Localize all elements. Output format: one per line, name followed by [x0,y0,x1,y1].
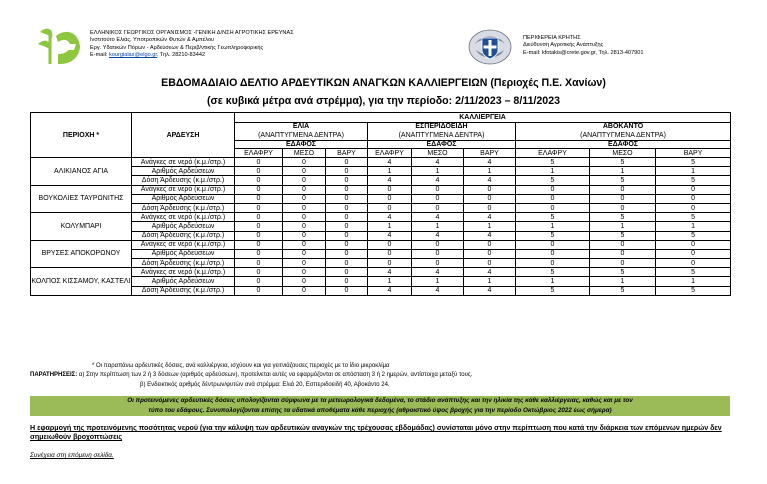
value-cell: 0 [283,222,326,231]
value-cell: 0 [235,176,283,185]
value-cell: 0 [235,203,283,212]
value-cell: 1 [516,222,590,231]
remarks-label: ΠΑΡΑΤΗΡΗΣΕΙΣ: [30,372,78,378]
crete-region-emblem-icon [461,26,519,66]
value-cell: 0 [656,203,731,212]
soil-type-header: ΒΑΡΥ [464,149,516,158]
value-cell: 0 [656,240,731,249]
value-cell: 4 [464,158,516,167]
irrigation-label: Ανάγκες σε νερό (κ.μ./στρ.) [132,158,235,167]
soil-type-header: ΜΕΣΟ [283,149,326,158]
note-star: * Οι παραπάνω αρδευτικές δόσεις, ανά καλλιέργεια, ισχύουν και για γειτνιάζουσες περιοχές με το ίδιο μικροκλίμα [92,363,390,369]
info-band-line2: τύπο του εδάφους. Συνυπολογίζονται επίσης τα υδατικά αποθέματα κάθε περιοχής (αθροιστικό ύψος βροχής για την περίοδο Οκτώβριος 2022 έως σήμερα) [148,406,612,414]
value-cell: 5 [656,176,731,185]
value-cell: 0 [326,222,368,231]
email-label: E-mail: [90,52,109,59]
value-cell: 0 [326,158,368,167]
table-row [31,286,731,295]
irrigation-label: Αριθμός Αρδεύσεων [132,194,235,203]
table-row [31,185,731,194]
irrigation-label: Αριθμός Αρδεύσεων [132,167,235,176]
value-cell: 0 [283,176,326,185]
value-cell: 0 [412,249,464,258]
region-name: ΒΟΥΚΟΛΙΕΣ ΤΑΥΡΩΝΙΤΗΣ [31,185,132,213]
table-row [31,259,731,268]
value-cell: 1 [368,167,412,176]
table-row [31,277,731,286]
soil-type-header: ΒΑΡΥ [656,149,731,158]
value-cell: 0 [235,240,283,249]
value-cell: 5 [590,158,656,167]
value-cell: 0 [516,240,590,249]
value-cell: 4 [368,268,412,277]
value-cell: 4 [464,176,516,185]
soil-label: ΕΔΑΦΟΣ [235,141,368,149]
value-cell: 5 [656,158,731,167]
value-cell: 0 [283,158,326,167]
value-cell: 0 [235,185,283,194]
value-cell: 0 [464,259,516,268]
value-cell: 1 [590,277,656,286]
crop-header [516,123,731,141]
email-link[interactable]: kourgialas@elgo.gr [108,52,157,59]
value-cell: 0 [656,259,731,268]
soil-type-header: ΜΕΣΟ [590,149,656,158]
value-cell: 0 [412,259,464,268]
value-cell: 1 [464,277,516,286]
value-cell: 1 [368,277,412,286]
value-cell: 4 [368,213,412,222]
soil-type-header: ΕΛΑΦΡΥ [516,149,590,158]
value-cell: 4 [368,286,412,295]
value-cell: 0 [235,231,283,240]
header-right-line3: E-mail: kfotakis@crete.gov.gr, Τηλ. 2813-407901 [523,49,644,56]
value-cell: 4 [464,268,516,277]
value-cell: 0 [326,249,368,258]
value-cell: 1 [412,222,464,231]
value-cell: 0 [283,213,326,222]
irrigation-label: Ανάγκες σε νερό (κ.μ./στρ.) [132,213,235,222]
irrigation-label: Δόση Άρδευσης (κ.μ./στρ.) [132,176,235,185]
table-row [31,213,731,222]
value-cell: 1 [412,167,464,176]
value-cell: 0 [235,213,283,222]
table-row [31,222,731,231]
application-note: Η εφαρμογή της προτεινόμενης ποσότητας νερού (για την κάλυψη των αρδευτικών αναγκών της τρέχουσας εβδομάδας) συνίσταται μόνο στην περίπτωση που κατά την διάρκεια των επόμενων ημερών δεν σημειωθούν βροχοπτώσεις [30,424,722,441]
soil-type-header: ΕΛΑΦΡΥ [368,149,412,158]
value-cell: 4 [368,158,412,167]
value-cell: 5 [656,213,731,222]
value-cell: 1 [590,167,656,176]
header-left-line2: Ινστιτούτο Ελιάς, Υποτροπικών Φυτών & Αμπέλου [90,37,215,44]
value-cell: 0 [283,203,326,212]
crop-subtitle: (ΑΝΑΠΤΥΓΜΕΝΑ ΔΕΝΤΡΑ) [580,131,666,139]
elgo-logo-icon [36,24,86,68]
value-cell: 0 [516,185,590,194]
value-cell: 0 [368,240,412,249]
value-cell: 0 [590,259,656,268]
value-cell: 4 [368,176,412,185]
table-row [31,203,731,212]
table-row [31,158,731,167]
value-cell: 1 [412,277,464,286]
value-cell: 0 [235,194,283,203]
value-cell: 4 [412,213,464,222]
continue-next-page: Συνέχεια στη επόμενη σελίδα. [30,452,114,459]
value-cell: 0 [412,194,464,203]
value-cell: 0 [656,194,731,203]
value-cell: 0 [656,249,731,258]
value-cell: 0 [590,194,656,203]
region-name: ΒΡΥΣΕΣ ΑΠΟΚΟΡΩΝΟΥ [31,240,132,268]
value-cell: 0 [235,249,283,258]
value-cell: 0 [326,268,368,277]
value-cell: 1 [368,222,412,231]
value-cell: 0 [283,240,326,249]
value-cell: 4 [368,231,412,240]
value-cell: 0 [412,203,464,212]
value-cell: 0 [326,259,368,268]
irrigation-label: Δόση Άρδευσης (κ.μ./στρ.) [132,203,235,212]
phone-text: , Τηλ. 28210-83442 [156,52,206,59]
value-cell: 5 [590,268,656,277]
table-row [31,268,731,277]
value-cell: 0 [368,203,412,212]
value-cell: 0 [516,249,590,258]
value-cell: 1 [656,222,731,231]
value-cell: 0 [464,249,516,258]
value-cell: 0 [326,277,368,286]
value-cell: 4 [464,213,516,222]
info-band [30,396,730,416]
value-cell: 5 [516,231,590,240]
value-cell: 0 [590,185,656,194]
value-cell: 5 [656,268,731,277]
document-subtitle: (σε κυβικά μέτρα ανά στρέμμα), για την περίοδο: 2/11/2023 – 8/11/2023 [207,95,560,107]
value-cell: 0 [368,249,412,258]
header-left-line1: ΕΛΛΗΝΙΚΟΣ ΓΕΩΡΓΙΚΟΣ ΟΡΓΑΝΙΣΜΟΣ -ΓΕΝΙΚΗ Δ/ΝΣΗ ΑΓΡΟΤΙΚΗΣ ΕΡΕΥΝΑΣ [90,30,294,36]
value-cell: 1 [656,167,731,176]
value-cell: 0 [516,259,590,268]
value-cell: 4 [412,158,464,167]
value-cell: 5 [590,176,656,185]
value-cell: 0 [235,268,283,277]
value-cell: 0 [235,286,283,295]
region-name: ΚΟΛΥΜΠΑΡΙ [31,213,132,241]
info-band-line1: Οι προτεινόμενες αρδευτικές δόσεις υπολογίζονται σύμφωνα με τα μετεωρολογικά δεδομένα, το στάδιο ανάπτυξης και την ηλικία της κάθε καλλιέργειας, καθώς και με τον [127,397,633,404]
remark-a-text: α) Στην περίπτωση των 2 ή 3 δόσεων (αριθμός αρδεύσεων), προτείνεται αυτές να εφαρμόζονται σε απόσταση 3 ή 2 ημερών, αντίστοιχα μεταξύ τους. [77,372,473,378]
value-cell: 0 [326,167,368,176]
table-row [31,249,731,258]
value-cell: 1 [656,277,731,286]
irrigation-label: Δόση Άρδευσης (κ.μ./στρ.) [132,286,235,295]
value-cell: 4 [464,231,516,240]
value-cell: 4 [464,286,516,295]
value-cell: 5 [516,268,590,277]
table-row [31,231,731,240]
value-cell: 4 [412,286,464,295]
document-title: ΕΒΔΟΜΑΔΙΑΙΟ ΔΕΛΤΙΟ ΑΡΔΕΥΤΙΚΩΝ ΑΝΑΓΚΩΝ ΚΑΛΛΙΕΡΓΕΙΩΝ (Περιοχές Π.Ε. Χανίων) [161,77,606,89]
value-cell: 4 [412,176,464,185]
crop-name: ΕΛΙΑ [292,123,310,131]
value-cell: 0 [368,185,412,194]
crop-name: ΑΒΟΚΑΝΤΟ [602,123,644,131]
value-cell: 0 [283,286,326,295]
value-cell: 0 [235,259,283,268]
soil-label: ΕΔΑΦΟΣ [368,141,516,149]
soil-type-header: ΕΛΑΦΡΥ [235,149,283,158]
irrigation-label: Δόση Άρδευσης (κ.μ./στρ.) [132,231,235,240]
value-cell: 4 [412,268,464,277]
value-cell: 0 [283,231,326,240]
value-cell: 5 [590,286,656,295]
header-right-line1: ΠΕΡΙΦΕΡΕΙΑ ΚΡΗΤΗΣ [523,35,581,41]
value-cell: 0 [326,231,368,240]
value-cell: 0 [283,268,326,277]
table-row [31,240,731,249]
value-cell: 0 [283,277,326,286]
value-cell: 5 [590,231,656,240]
value-cell: 0 [464,185,516,194]
header-left-line3: Εργ. Υδατικών Πόρων - Αρδεύσεων & Περιβ/ντικής Γεωπληροφορικής [90,44,264,51]
value-cell: 1 [516,277,590,286]
value-cell: 0 [326,185,368,194]
soil-label: ΕΔΑΦΟΣ [516,141,731,149]
value-cell: 0 [516,203,590,212]
value-cell: 1 [464,222,516,231]
irrigation-label: Ανάγκες σε νερό (κ.μ./στρ.) [132,268,235,277]
crop-name: ΕΣΠΕΡΙΔΟΕΙΔΗ [415,123,468,131]
value-cell: 0 [326,176,368,185]
value-cell: 0 [326,286,368,295]
value-cell: 0 [235,277,283,286]
header-right [461,26,644,66]
value-cell: 0 [283,259,326,268]
value-cell: 0 [412,240,464,249]
value-cell: 4 [412,231,464,240]
table-row [31,176,731,185]
value-cell: 0 [656,185,731,194]
value-cell: 0 [235,158,283,167]
value-cell: 0 [368,259,412,268]
value-cell: 0 [464,194,516,203]
irrigation-label: Αριθμός Αρδεύσεων [132,249,235,258]
crop-subtitle: (ΑΝΑΠΤΥΓΜΕΝΑ ΔΕΝΤΡΑ) [258,131,344,139]
value-cell: 1 [516,167,590,176]
value-cell: 0 [516,194,590,203]
crop-header [235,123,368,141]
col-header-region: ΠΕΡΙΟΧΗ * [31,113,132,158]
header-right-line2: Διεύθυνση Αγροτικής Ανάπτυξης [523,42,604,49]
value-cell: 1 [590,222,656,231]
irrigation-label: Ανάγκες σε νερό (κ.μ./στρ.) [132,185,235,194]
irrigation-label: Αριθμός Αρδεύσεων [132,222,235,231]
soil-type-header: ΒΑΡΥ [326,149,368,158]
value-cell: 0 [464,203,516,212]
value-cell: 0 [283,249,326,258]
note-remark-b: β) Ενδεικτικός αριθμός δέντρων/φυτών ανά στρέμμα: Ελιά 20, Εσπεριδοειδή 40, Αβοκάντο 24. [140,382,390,388]
irrigation-table [30,112,731,296]
value-cell: 5 [516,213,590,222]
value-cell: 0 [590,240,656,249]
region-name: ΑΛΙΚΙΑΝΟΣ ΑΓΙΑ [31,158,132,186]
crops-header: ΚΑΛΛΙΕΡΓΕΙΑ [235,113,731,123]
value-cell: 5 [656,286,731,295]
value-cell: 5 [590,213,656,222]
value-cell: 0 [412,185,464,194]
value-cell: 0 [235,222,283,231]
table-row [31,167,731,176]
irrigation-label: Ανάγκες σε νερό (κ.μ./στρ.) [132,240,235,249]
header-left-contact [90,52,294,59]
header-left [36,24,294,68]
value-cell: 0 [326,213,368,222]
value-cell: 0 [326,240,368,249]
value-cell: 0 [283,167,326,176]
crop-subtitle: (ΑΝΑΠΤΥΓΜΕΝΑ ΔΕΝΤΡΑ) [398,131,485,139]
col-header-irrigation: ΑΡΔΕΥΣΗ [132,113,235,158]
value-cell: 5 [656,231,731,240]
value-cell: 0 [464,240,516,249]
value-cell: 0 [326,203,368,212]
value-cell: 5 [516,158,590,167]
irrigation-label: Αριθμός Αρδεύσεων [132,277,235,286]
value-cell: 0 [326,194,368,203]
irrigation-label: Δόση Άρδευσης (κ.μ./στρ.) [132,259,235,268]
value-cell: 0 [235,167,283,176]
note-remark-a [30,372,472,378]
value-cell: 5 [516,286,590,295]
value-cell: 0 [368,194,412,203]
value-cell: 0 [283,185,326,194]
value-cell: 0 [590,203,656,212]
value-cell: 0 [590,249,656,258]
value-cell: 5 [516,176,590,185]
soil-type-header: ΜΕΣΟ [412,149,464,158]
crop-header [368,123,516,141]
value-cell: 1 [464,167,516,176]
value-cell: 0 [283,194,326,203]
region-name: ΚΟΛΠΟΣ ΚΙΣΣΑΜΟΥ, ΚΑΣΤΕΛΙ [31,268,132,296]
table-row [31,194,731,203]
